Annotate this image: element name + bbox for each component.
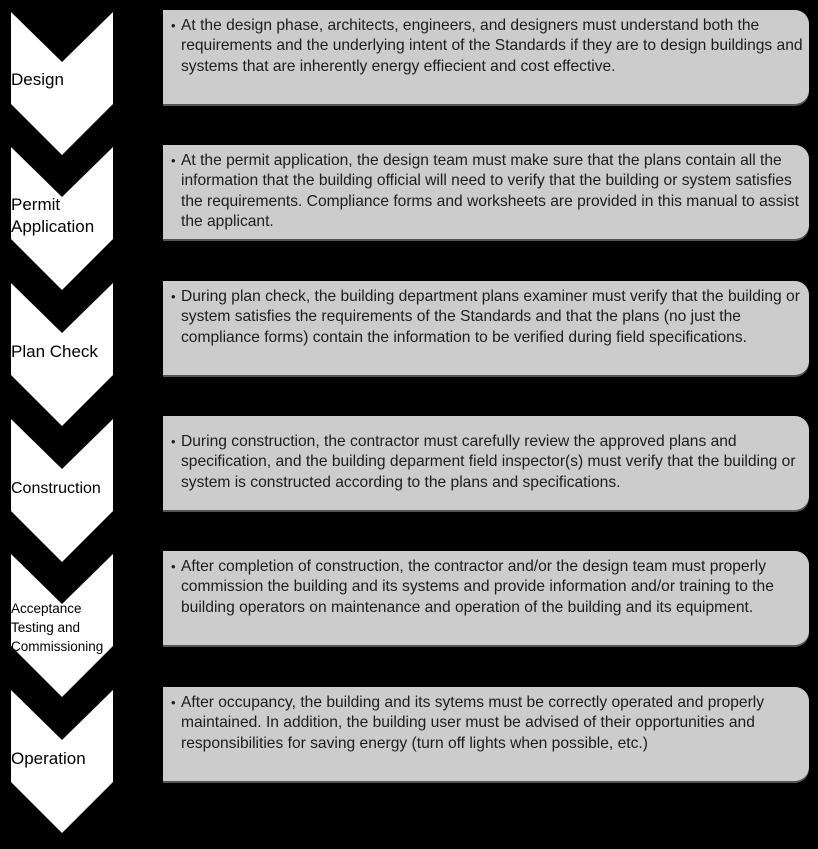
step-description [171,422,803,493]
step-description [171,16,803,77]
step-label [11,194,141,238]
chevron-step-construction [11,419,113,562]
bullet-icon: • [171,289,176,304]
bullet-icon: • [171,559,176,574]
chevron-step-design [11,12,113,155]
step-description-text: At the design phase, architects, engineers, and designers must understand both the requirements and the underlying intent of the Standards if they are to design buildings and systems that are inherently energy effiecient and cost effective. [181,17,803,75]
step-description-box [163,416,809,510]
step-description-text: During construction, the contractor must carefully review the approved plans and specification, and the building deparment field inspector(s) must verify that the building or system is constructed according to the plans and specifications. [181,433,796,491]
step-label [11,478,141,500]
step-description-box [163,281,809,375]
step-description-text: After occupancy, the building and its sytems must be correctly operated and properly maintained. In addition, the building user must be advised of their opportunities and responsibilities for saving energy (turn off lights when possible, etc.) [181,694,765,752]
step-label [11,69,141,91]
chevron-step-plan-check [11,283,113,426]
step-description-text: At the permit application, the design team must make sure that the plans contain all the information that the building official will need to verify that the building or system satisfies the requirements. Compliance forms and worksheets are provided in this manual to assist the applicant. [181,152,799,231]
step-description-box [163,145,809,239]
step-label [11,748,141,770]
bullet-icon: • [171,695,176,710]
step-description [171,151,803,233]
chevron-step-acceptance-testing [11,554,113,697]
chevron-step-permit-application [11,147,113,290]
step-label-line: Permit [11,195,61,214]
step-label [11,599,113,656]
step-description-text: During plan check, the building department plans examiner must verify that the building or system satisfies the requirements of the Standards and that the plans (no just the compliance forms) contain the information to be verified during field specifications. [181,288,800,346]
step-label-line: Plan Check [11,342,98,361]
step-label [11,341,141,363]
bullet-icon: • [171,18,176,33]
step-description-box [163,551,809,645]
step-description-text: After completion of construction, the contractor and/or the design team must properly commission the building and its systems and provide information and/or training to the building operators on maintenance and operation of the building and its equipment. [181,558,774,616]
step-label-line: Commissioning [11,639,104,654]
step-label-line: Application [11,217,95,236]
step-description-box [163,687,809,781]
step-description [171,693,803,754]
step-label-line: Design [11,70,64,89]
step-description [171,557,803,618]
step-label-line: Construction [11,480,101,497]
step-description [171,287,803,348]
chevron-step-operation [11,690,113,833]
step-label-line: Testing and [11,620,81,635]
step-description-box [163,10,809,104]
bullet-icon: • [171,153,176,168]
step-label-line: Acceptance [11,601,82,616]
step-label-line: Operation [11,749,86,768]
bullet-icon: • [171,434,176,449]
